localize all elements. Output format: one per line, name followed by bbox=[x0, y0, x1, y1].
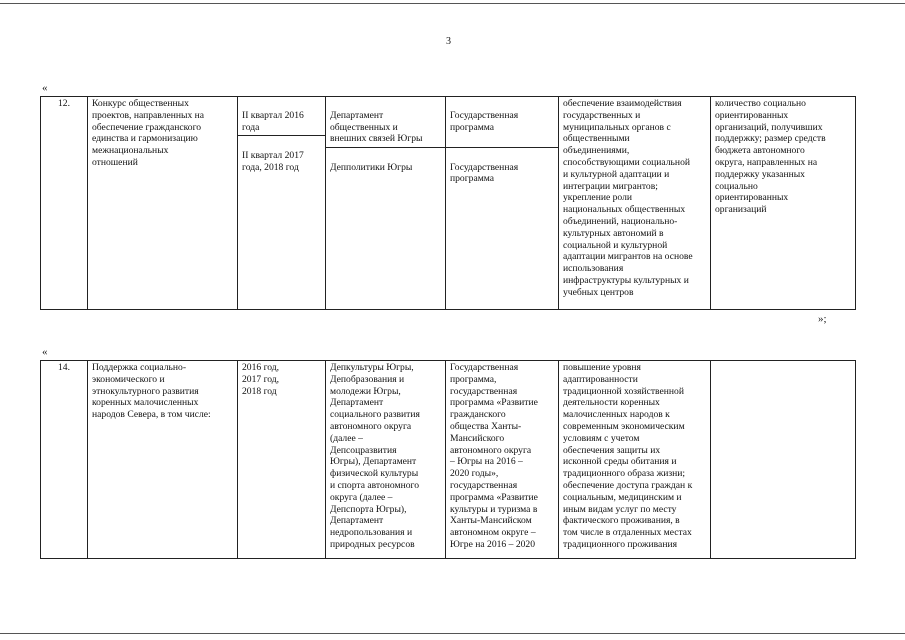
source-2: Государственная программа bbox=[450, 161, 519, 185]
source-1: Государственная программа bbox=[446, 110, 558, 148]
closing-quote: »; bbox=[818, 313, 827, 325]
top-scan-line bbox=[0, 3, 905, 4]
table-row bbox=[41, 97, 856, 310]
results-cell: повышение уровня адаптированности традиционной хозяйственной деятельности коренных малочисленных народов к современным экономическим условиям с учетом обеспечения защиты их исконной среды обитания и традиционного образа жизни; обеспечение доступа граждан к социальным, медицинским и иным видам услуг по месту фактического проживания, в том числе в отдаленных местах традиционного проживания bbox=[559, 361, 711, 559]
sources-cell bbox=[446, 97, 559, 310]
activity-name: Поддержка социально- экономического и этнокультурного развития коренных малочисленных народов Севера, в том числе: bbox=[88, 361, 238, 559]
sources-cell: Государственная программа, государственная программа «Развитие гражданского общества Ханты- Мансийского автономного округа – Югры на 2016 – 2020 годы», государственная программа «Развитие культуры и туризма в Ханты-Мансийском автономном округе – Югре на 2016 – 2020 bbox=[446, 361, 559, 559]
executor-1: Департамент общественных и внешних связей Югры bbox=[326, 110, 445, 148]
executors-cell: Депкультуры Югры, Депобразования и молодежи Югры, Департамент социального развития автономного округа (далее – Депсоцразвития Югры), Департамент физической культуры и спорта автономного округа (далее – Депспорта Югры), Департамент недропользования и природных ресурсов bbox=[326, 361, 446, 559]
indicators-cell: количество социально ориентированных организаций, получивших поддержку; размер средств бюджета автономного округа, направленных на поддержку указанных социально ориентированных организаций bbox=[711, 97, 856, 310]
row-number: 12. bbox=[41, 97, 88, 310]
bottom-scan-line bbox=[0, 633, 905, 634]
period-1: II квартал 2016 года bbox=[238, 110, 325, 137]
executors-cell bbox=[326, 97, 446, 310]
period-2: II квартал 2017 года, 2018 год bbox=[242, 150, 304, 173]
executor-2: Депполитики Югры bbox=[330, 161, 413, 173]
periods-cell bbox=[238, 97, 326, 310]
page-number: 3 bbox=[446, 36, 451, 47]
periods-cell: 2016 год, 2017 год, 2018 год bbox=[238, 361, 326, 559]
table-section-14 bbox=[40, 360, 856, 559]
opening-quote-1: « bbox=[42, 82, 48, 94]
table-section-12 bbox=[40, 96, 856, 310]
opening-quote-2: « bbox=[42, 346, 48, 358]
row-number: 14. bbox=[41, 361, 88, 559]
activity-name: Конкурс общественных проектов, направленных на обеспечение гражданского единства и гармонизацию межнациональных отношений bbox=[88, 97, 238, 310]
results-cell: обеспечение взаимодействия государственных и муниципальных органов с общественными объединениями, способствующими социальной и культурной адаптации и интеграции мигрантов; укрепление роли национальных общественных объединений, национально- культурных автономий в социальной и культурной адаптации мигрантов на основе использования инфраструктуры культурных и учебных центров bbox=[559, 97, 711, 310]
table-row bbox=[41, 361, 856, 559]
indicators-cell bbox=[711, 361, 856, 559]
